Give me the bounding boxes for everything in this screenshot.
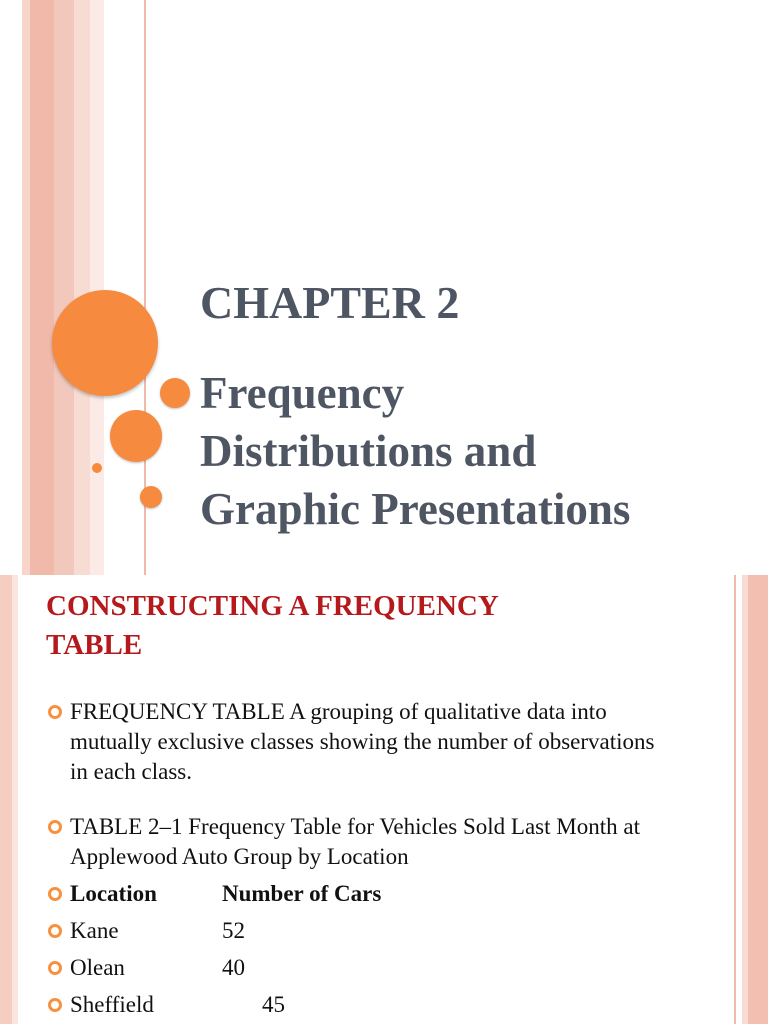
subtitle-line: Graphic Presentations — [200, 484, 631, 534]
decorative-circle-tiny — [92, 463, 102, 473]
row-location: Kane — [70, 918, 119, 943]
row-count: 45 — [262, 992, 285, 1017]
bullet-ring-icon — [48, 924, 62, 938]
header-location: Location — [70, 881, 157, 906]
slide-heading — [46, 587, 606, 665]
chapter-title: CHAPTER 2 — [200, 277, 460, 328]
subtitle-line: Frequency — [200, 368, 405, 418]
row-count: 52 — [222, 918, 245, 943]
bullet-ring-icon — [48, 998, 62, 1012]
table-row — [48, 916, 728, 946]
bullet-ring-icon — [48, 705, 62, 719]
bullet-list — [48, 697, 728, 1020]
table-row — [48, 953, 728, 983]
row-location: Olean — [70, 955, 125, 980]
subtitle-line: Distributions and — [200, 426, 537, 476]
bullet-ring-icon — [48, 961, 62, 975]
decorative-band — [12, 575, 18, 1024]
decorative-circle-medium — [110, 410, 162, 462]
row-count: 40 — [222, 955, 245, 980]
content-slide — [0, 575, 768, 1024]
decorative-band — [30, 0, 54, 575]
table-header-row — [48, 879, 728, 909]
decorative-band — [22, 0, 30, 575]
decorative-line — [734, 575, 736, 1024]
bullet-ring-icon — [48, 820, 62, 834]
header-count: Number of Cars — [222, 881, 382, 906]
bullet-table-caption: TABLE 2–1 Frequency Table for Vehicles Sold Last Month at Applewood Auto Group by Location — [48, 812, 728, 872]
row-location: Sheffield — [70, 992, 154, 1017]
slide-subtitle — [200, 364, 760, 538]
decorative-band — [74, 0, 90, 575]
decorative-band — [54, 0, 74, 575]
bullet-ring-icon — [48, 887, 62, 901]
heading-line: CONSTRUCTING A FREQUENCY — [46, 590, 499, 622]
decorative-band — [90, 0, 104, 575]
heading-line: TABLE — [46, 629, 143, 661]
decorative-band — [748, 575, 768, 1024]
decorative-band — [0, 575, 12, 1024]
decorative-circle-small — [140, 486, 162, 508]
decorative-circle-large — [52, 290, 158, 396]
decorative-circle-small — [160, 378, 190, 408]
table-row — [48, 990, 728, 1020]
bullet-definition: FREQUENCY TABLE A grouping of qualitative data into mutually exclusive classes showing the number of observations in each class. — [48, 697, 728, 787]
